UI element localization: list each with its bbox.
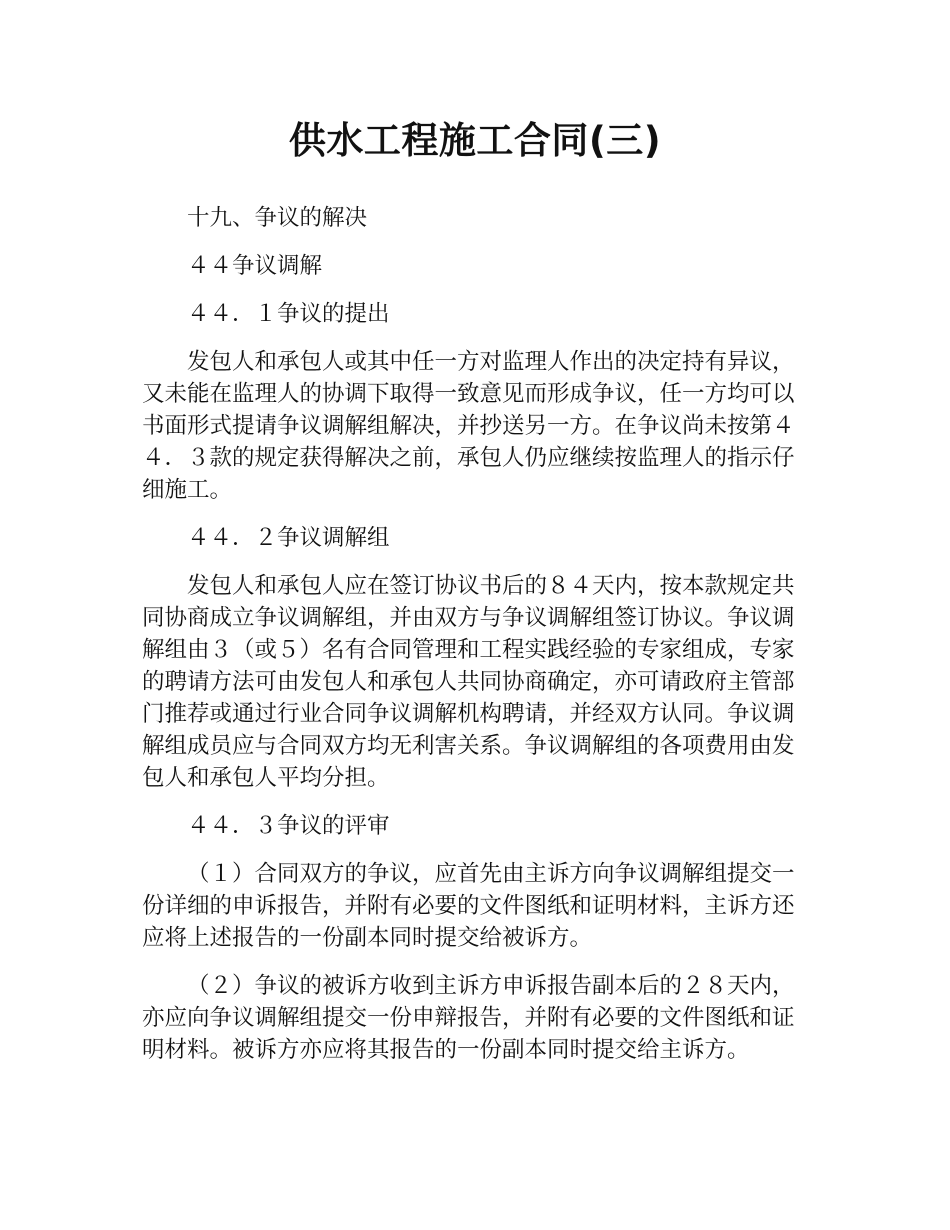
clause-text-44-2: 发包人和承包人应在签订协议书后的８４天内，按本款规定共同协商成立争议调解组，并由双方与争议调解组签订协议。争议调解组由３（或５）名有合同管理和工程实践经验的专家组成，专家的聘请方法可由发包人和承包人共同协商确定，亦可请政府主管部门推荐或通过行业合同争议调解机构聘请，并经双方认同。争议调解组成员应与合同双方均无利害关系。争议调解组的各项费用由发包人和承包人平均分担。: [142, 573, 795, 791]
document-body: [142, 202, 814, 1082]
clause-heading-44: ４４争议调解: [187, 253, 323, 279]
clause-text-44-3-2: （２）争议的被诉方收到主诉方申诉报告副本后的２８天内，亦应向争议调解组提交一份申辩报告，并附有必要的文件图纸和证明材料。被诉方亦应将其报告的一份副本同时提交给主诉方。: [142, 973, 795, 1063]
clause-heading-44-2: ４４．２争议调解组: [187, 525, 390, 551]
clause-text-44-1: 发包人和承包人或其中任一方对监理人作出的决定持有异议，又未能在监理人的协调下取得一致意见而形成争议，任一方均可以书面形式提请争议调解组解决，并抄送另一方。在争议尚未按第４４．３款的规定获得解决之前，承包人仍应继续按监理人的指示仔细施工。: [142, 349, 795, 503]
clause-heading-44-3: ４４．３争议的评审: [187, 813, 390, 839]
clause-heading-44-1: ４４．１争议的提出: [187, 301, 390, 327]
clause-text-44-3-1: （１）合同双方的争议，应首先由主诉方向争议调解组提交一份详细的申诉报告，并附有必要的文件图纸和证明材料，主诉方还应将上述报告的一份副本同时提交给被诉方。: [142, 861, 795, 951]
document-title: 供水工程施工合同(三): [288, 119, 662, 162]
section-heading-dispute-resolution: 十九、争议的解决: [187, 205, 368, 231]
